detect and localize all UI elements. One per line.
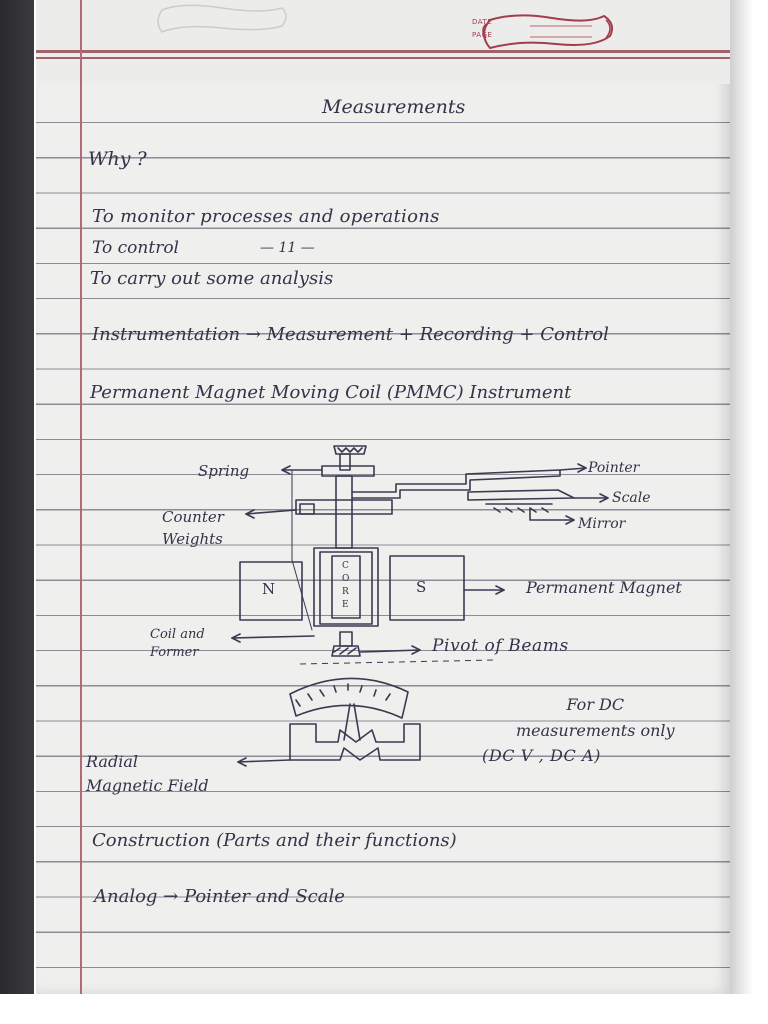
instrumentation-line: Instrumentation → Measurement + Recording + Control [92,324,609,345]
spindle-top [340,454,350,470]
label-spring: Spring [198,462,250,480]
south-magnet [390,556,464,620]
note-title: Measurements [322,96,466,118]
label-counter-weights [162,506,224,550]
pivot-arrow [360,650,420,652]
spring-top-block [334,446,366,454]
label-weights: Weights [162,530,223,548]
label-scale: Scale [612,490,651,506]
label-magnetic-field: Magnetic Field [86,776,209,795]
spring-coil [338,448,362,452]
ditto-mark: — 11 — [260,240,315,256]
radial-arrow [238,760,290,762]
reason-control: To control [92,238,179,258]
label-pivot: Pivot of Beams [432,636,569,656]
label-south: S [416,578,427,596]
counter-weight-block [300,504,314,514]
label-for-dc: For DC [566,695,625,714]
label-measurements-only: measurements only [516,721,675,740]
label-coil-former [150,626,205,662]
lower-spindle [340,632,352,646]
coil-arrow [232,636,314,638]
pointer-arm [352,470,560,498]
label-radial-field [86,750,209,798]
counter-weight-bar [296,500,392,514]
reason-monitor: To monitor processes and operations [92,206,440,227]
label-dc-units: (DC V , DC A) [482,746,601,765]
analog-line: Analog → Pointer and Scale [94,886,345,907]
mirror-arrow [530,508,574,520]
label-mirror: Mirror [578,516,626,532]
label-permanent-magnet: Permanent Magnet [526,578,682,597]
central-shaft [336,476,352,548]
label-former: Former [150,645,199,660]
construction-line: Construction (Parts and their functions) [92,830,457,851]
pmmc-heading: Permanent Magnet Moving Coil (PMMC) Instrument [90,382,572,403]
spring-arm [322,466,374,476]
label-core: CORE [342,561,350,610]
page-label: PAGE [472,31,493,39]
label-north: N [262,580,276,598]
why-heading: Why ? [88,148,147,170]
label-coil-and: Coil and [150,627,205,642]
label-dc-only [516,692,675,744]
scale-plate [468,490,574,500]
reason-analysis: To carry out some analysis [90,268,334,289]
label-counter: Counter [162,508,224,526]
label-radial: Radial [86,752,138,771]
label-pointer: Pointer [588,460,640,476]
lower-magnet-block [290,724,420,760]
date-label: DATE [472,18,493,26]
